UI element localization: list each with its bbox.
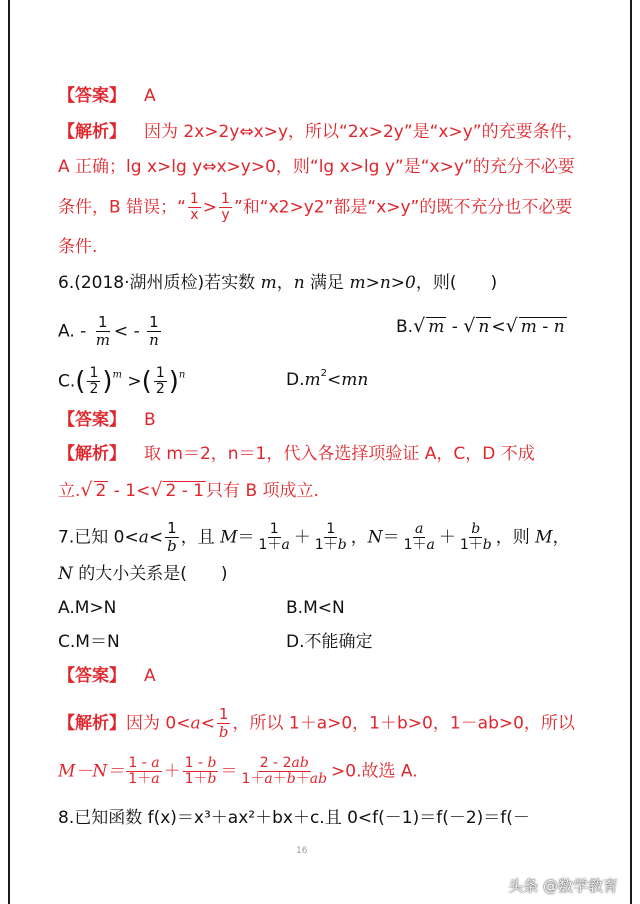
- explanation-1-line-2: [58, 155, 575, 179]
- fraction-1-over-x: $\frac{1}{x}$: [189, 191, 199, 223]
- watermark: 头条 @数学教育: [508, 877, 618, 895]
- fraction-1-over-y: $\frac{1}{y}$: [221, 191, 230, 223]
- answer-value: B: [144, 410, 156, 430]
- explanation-tag: 【解析】: [58, 713, 126, 734]
- question-6-option-c: C.( $\frac{1}{2}$ )$^m$ >( $\frac{1}{2}$ )$^n$: [58, 365, 186, 397]
- explanation-text: 条件，B 错误；“: [58, 197, 186, 218]
- question-6-option-b: B.√ m - √ n <√ m - n: [396, 315, 565, 337]
- page-number: 16: [296, 846, 308, 856]
- explanation-1-line-3: 条件，B 错误；“ $\frac{1}{x}$ > $\frac{1}{y}$ ”和“x2>y2”都是“x>y”的既不充分也不必要: [58, 191, 573, 223]
- explanation-text: 条件.: [58, 237, 98, 257]
- question-8-line-1: 8.已知函数 f(x)＝x³＋ax²＋bx＋c.且 0<f(－1)＝f(－2)＝f(－: [58, 808, 530, 828]
- answer-line-3: [58, 664, 156, 688]
- answer-tag: 【答案】: [58, 666, 126, 686]
- explanation-2-line-2: 立.√ 2 - 1<√ 2 - 1 只有 B 项成立.: [58, 479, 319, 501]
- explanation-text: A 正确；lg x>lg y⇔x>y>0，则“lg x>lg y”是“x>y”的充分不必要: [58, 157, 575, 177]
- explanation-2-line-1: [58, 442, 535, 466]
- explanation-tag: 【解析】: [58, 122, 126, 142]
- question-7-option-b: B.M<N: [286, 598, 345, 618]
- question-6-option-d: $D.m^2<mn$: [286, 368, 369, 390]
- explanation-1-line-4: [58, 235, 97, 259]
- explanation-tag: 【解析】: [58, 444, 126, 464]
- answer-tag: 【答案】: [58, 86, 126, 106]
- explanation-text: 取 m＝2，n＝1，代入各选择项验证 A，C，D 不成: [144, 444, 535, 464]
- answer-line-2: [58, 408, 156, 432]
- answer-value: A: [144, 666, 156, 686]
- explanation-3-line-2: M－N＝ $\frac{1 - a}{1+a}$ ＋ $\frac{1 - b}{1+b}$ ＝ $\frac{2 - 2ab}{1+a+b+ab}$ >0.故选 A.: [58, 755, 418, 787]
- question-7-line-1: 7.已知 0<a< $\frac{1}{b}$ ，且 M＝ $\frac{1}{1+a}$ ＋ $\frac{1}{1+b}$ ，N＝ $\frac{a}{1+a}$ ＋ $\frac{b}{1+b}$ ，则 M，: [58, 519, 570, 555]
- explanation-1-line-1: [58, 120, 584, 144]
- question-7-option-d: D.不能确定: [286, 632, 373, 652]
- explanation-3-line-1: 【解析】因为 0<a< $\frac{1}{b}$ ，所以 1＋a>0，1＋b>0，1－ab>0，所以: [58, 705, 575, 741]
- question-6-option-a: A. - $\frac{1}{m}$ < - $\frac{1}{n}$: [58, 313, 159, 349]
- explanation-text: 因为 2x>2y⇔x>y，所以“2x>2y”是“x>y”的充要条件，: [144, 122, 584, 142]
- question-7-option-a: A.M>N: [58, 598, 117, 618]
- question-7-option-c: C.M＝N: [58, 632, 120, 652]
- question-6-stem: 6.(2018·湖州质检)若实数 m，n 满足 m>n>0，则( ): [58, 273, 498, 293]
- answer-value: A: [144, 86, 156, 106]
- question-7-line-2: N 的大小关系是( ): [58, 564, 228, 584]
- explanation-text: ”和“x2>y2”都是“x>y”的既不充分也不必要: [233, 197, 573, 218]
- answer-tag: 【答案】: [58, 410, 126, 430]
- answer-line-1: [58, 84, 156, 108]
